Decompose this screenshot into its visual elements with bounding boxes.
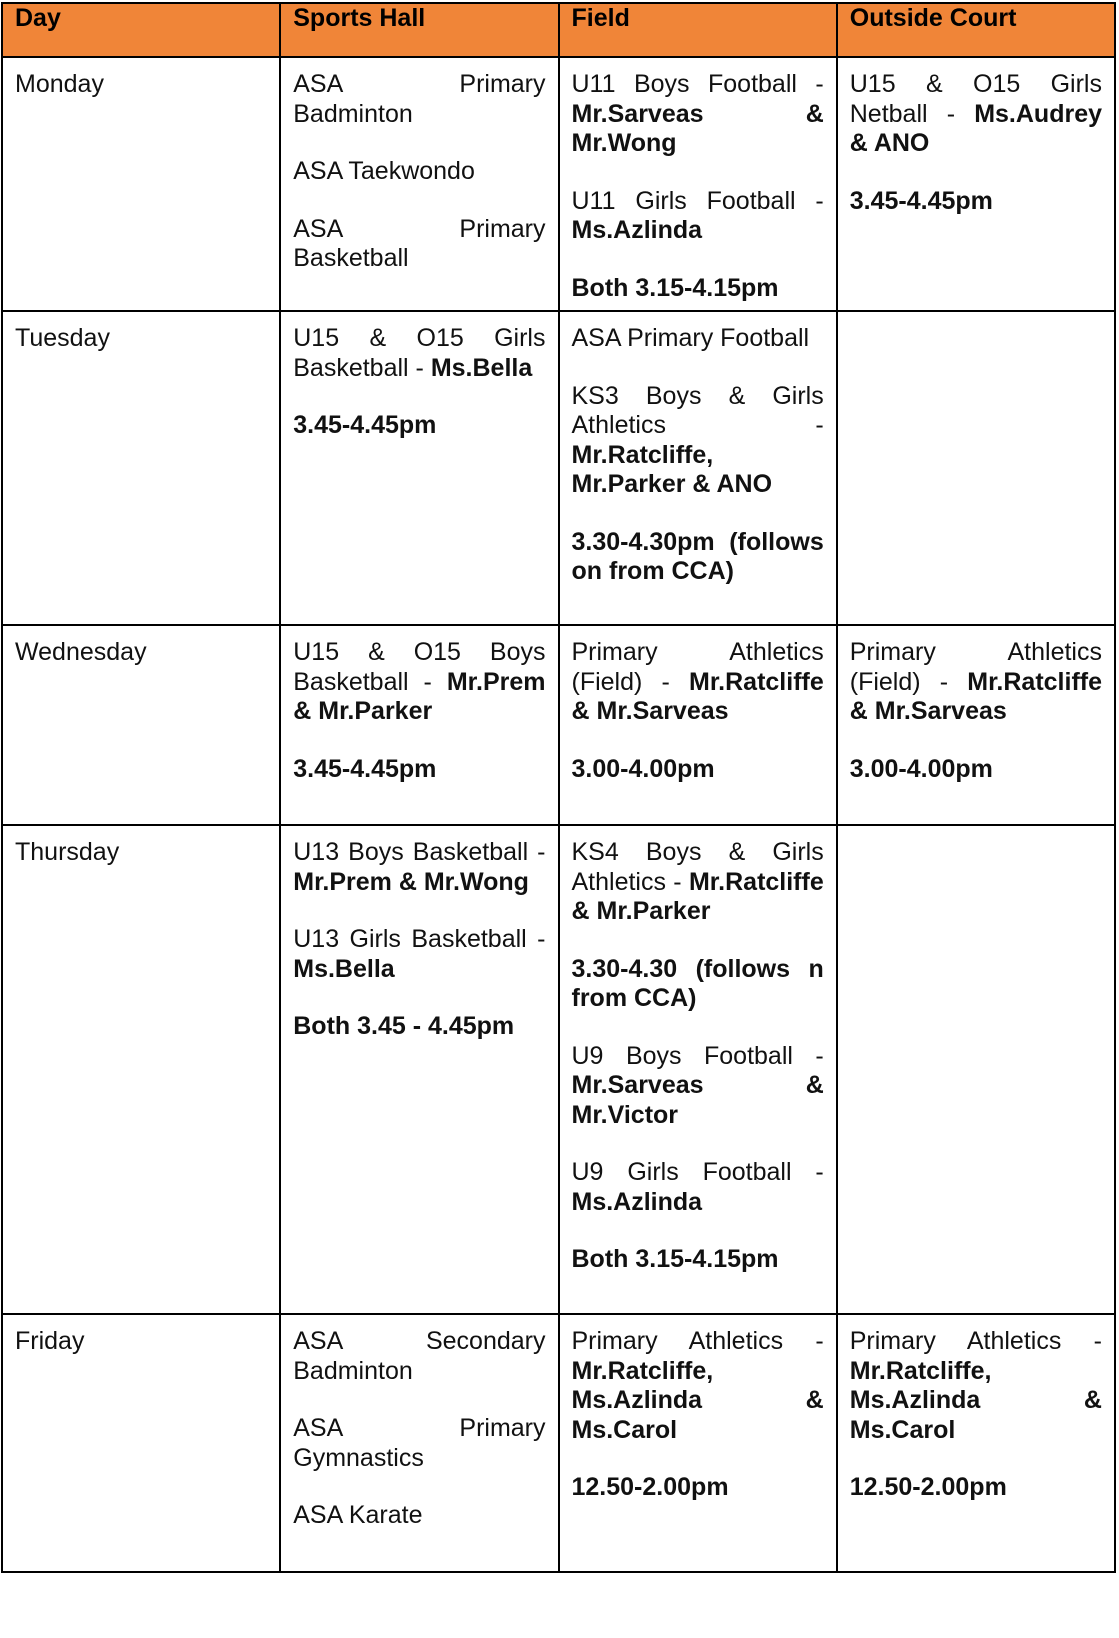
- activity-name: Primary Athletics -: [849, 1327, 1102, 1355]
- activity-time: 3.30-4.30pm (follows on from CCA): [571, 527, 824, 585]
- staff-names: Ms.Bella: [293, 954, 395, 983]
- field-cell: [559, 57, 837, 311]
- day-cell: [2, 825, 280, 1314]
- field-cell: [559, 311, 837, 625]
- activity-name: U15 & O15 Girls Basketball -: [293, 324, 546, 382]
- activity-name: U11 Boys Football -: [571, 70, 824, 98]
- table-row-monday: [2, 57, 1115, 311]
- outside-court-cell: [837, 1314, 1115, 1572]
- day-cell: [2, 311, 280, 625]
- activity-time: 3.45-4.45pm: [293, 754, 437, 783]
- activity: [293, 638, 545, 727]
- day-cell: [2, 625, 280, 825]
- activity-time: 3.45-4.45pm: [293, 411, 437, 439]
- activity: [293, 838, 545, 897]
- activity: [850, 638, 1102, 727]
- sports-schedule-table: [1, 2, 1116, 1573]
- header-day: Day: [2, 3, 280, 57]
- table-row-thursday: [2, 825, 1115, 1314]
- outside-court-cell: [837, 311, 1115, 625]
- activity: [572, 382, 824, 500]
- activity-name: KS3 Boys & Girls Athletics -: [571, 381, 824, 439]
- field-cell: [559, 825, 837, 1314]
- activity-time: 12.50-2.00pm: [571, 1473, 729, 1501]
- sports-hall-cell: [280, 57, 558, 311]
- activity: [572, 187, 824, 246]
- activity-time: Both 3.45 - 4.45pm: [293, 1012, 515, 1040]
- activity-name: KS4 Boys & Girls Athletics -: [571, 838, 824, 896]
- activity-time: 3.30-4.30 (follows n from CCA): [571, 954, 824, 1012]
- activity-time: 3.00-4.00pm: [571, 754, 715, 783]
- outside-court-cell: [837, 825, 1115, 1314]
- activity: ASA Karate: [293, 1501, 423, 1529]
- activity: [572, 70, 824, 159]
- activity-name: U9 Girls Football -: [571, 1158, 824, 1186]
- activity-time: 3.00-4.00pm: [849, 754, 993, 783]
- activity-time: Both 3.15-4.15pm: [571, 273, 779, 302]
- staff-names: Mr.Prem & Mr.Wong: [293, 867, 529, 896]
- table-row-friday: [2, 1314, 1115, 1572]
- staff-names: Ms.Azlinda: [571, 1187, 703, 1216]
- activity: [572, 638, 824, 727]
- activity-name: U13 Boys Basketball -: [293, 838, 546, 866]
- activity-name: Primary Athletics (Field) -: [571, 638, 824, 696]
- activity-time: 12.50-2.00pm: [849, 1473, 1007, 1501]
- table-row-tuesday: [2, 311, 1115, 625]
- activity: ASA Secondary Badminton: [293, 1327, 546, 1385]
- activity: [293, 925, 545, 984]
- staff-names: Mr.Ratcliffe,: [571, 440, 714, 469]
- activity-time: 3.45-4.45pm: [849, 186, 993, 215]
- sports-hall-cell: [280, 1314, 558, 1572]
- staff-names: Mr.Ratcliffe & Mr.Sarveas: [571, 667, 824, 725]
- activity: ASA Primary Gymnastics: [293, 1414, 546, 1472]
- day-cell: [2, 1314, 280, 1572]
- staff-names: Ms.Audrey & ANO: [849, 99, 1103, 157]
- activity: [293, 324, 545, 383]
- staff-names: Mr.Sarveas & Mr.Victor: [571, 1071, 824, 1129]
- table-body: [2, 57, 1115, 1572]
- field-cell: [559, 625, 837, 825]
- sports-hall-cell: [280, 311, 558, 625]
- activity-name: U11 Girls Football -: [571, 186, 824, 215]
- activity: ASA Primary Badminton: [293, 70, 546, 128]
- outside-court-cell: [837, 625, 1115, 825]
- activity: [572, 1327, 824, 1445]
- field-cell: [559, 1314, 837, 1572]
- table-row-wednesday: [2, 625, 1115, 825]
- activity: ASA Primary Basketball: [293, 214, 546, 272]
- staff-names: Ms.Bella: [430, 353, 533, 382]
- day-label: Friday: [15, 1327, 85, 1355]
- day-cell: [2, 57, 280, 311]
- header-outside-court: Outside Court: [837, 3, 1115, 57]
- staff-names: Ms.Azlinda: [571, 216, 703, 244]
- staff-names: Mr.Ratcliffe & Mr.Parker: [571, 867, 824, 925]
- staff-names: Mr.Ratcliffe, Ms.Azlinda & Ms.Carol: [571, 1356, 824, 1444]
- activity-name: Primary Athletics -: [571, 1327, 824, 1355]
- day-label: Thursday: [15, 838, 120, 866]
- activity-name: U13 Girls Basketball -: [293, 925, 546, 953]
- activity: ASA Primary Football: [571, 324, 810, 352]
- activity-name: U9 Boys Football -: [571, 1041, 824, 1070]
- activity-name: Primary Athletics (Field) -: [849, 638, 1102, 696]
- day-label: Tuesday: [15, 324, 110, 352]
- activity: [850, 1327, 1102, 1445]
- day-label: Monday: [15, 70, 104, 98]
- activity: [572, 1158, 824, 1217]
- header-field: Field: [559, 3, 837, 57]
- activity-name: U15 & O15 Girls Netball -: [849, 70, 1102, 128]
- activity: [572, 838, 824, 927]
- staff-names: Mr.Ratcliffe, Ms.Azlinda & Ms.Carol: [849, 1356, 1102, 1444]
- activity: [850, 70, 1102, 159]
- activity-name: U15 & O15 Boys Basketball -: [293, 638, 546, 696]
- day-label: Wednesday: [15, 638, 147, 666]
- staff-names: Mr.Parker & ANO: [571, 470, 773, 498]
- activity: ASA Taekwondo: [293, 157, 475, 185]
- staff-names: Mr.Prem & Mr.Parker: [293, 667, 546, 725]
- staff-names: Mr.Ratcliffe & Mr.Sarveas: [849, 667, 1103, 725]
- table-header: [2, 3, 1115, 57]
- activity: [572, 1042, 824, 1131]
- sports-hall-cell: [280, 825, 558, 1314]
- header-row: [2, 3, 1115, 57]
- activity-time: Both 3.15-4.15pm: [571, 1245, 779, 1273]
- header-sports-hall: Sports Hall: [280, 3, 558, 57]
- outside-court-cell: [837, 57, 1115, 311]
- sports-hall-cell: [280, 625, 558, 825]
- staff-names: Mr.Sarveas & Mr.Wong: [571, 99, 824, 157]
